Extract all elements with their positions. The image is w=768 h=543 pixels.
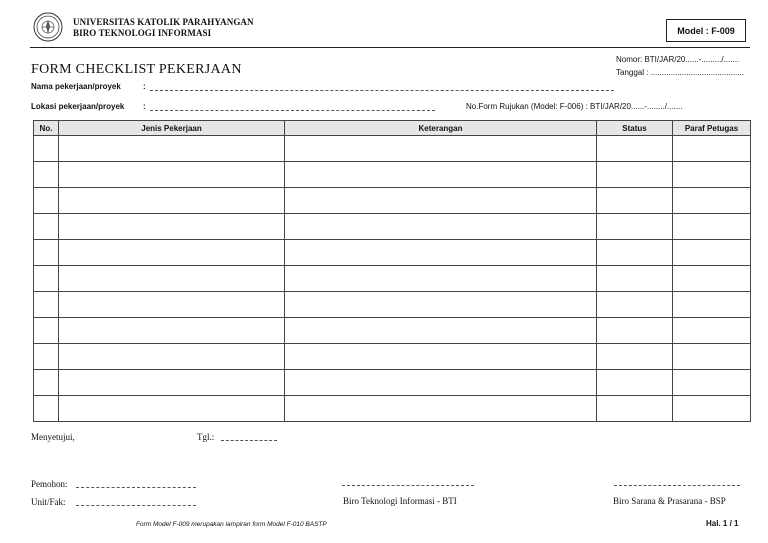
- table-cell[interactable]: [673, 188, 751, 214]
- column-header-jenis-pekerjaan: Jenis Pekerjaan: [59, 121, 285, 136]
- table-cell[interactable]: [285, 292, 597, 318]
- table-cell[interactable]: [597, 240, 673, 266]
- table-cell[interactable]: [34, 344, 59, 370]
- table-row: [34, 344, 751, 370]
- table-cell[interactable]: [34, 240, 59, 266]
- table-cell[interactable]: [597, 292, 673, 318]
- column-header-status: Status: [597, 121, 673, 136]
- table-row: [34, 162, 751, 188]
- table-cell[interactable]: [673, 240, 751, 266]
- column-header-keterangan: Keterangan: [285, 121, 597, 136]
- table-cell[interactable]: [34, 136, 59, 162]
- table-cell[interactable]: [59, 370, 285, 396]
- table-cell[interactable]: [285, 344, 597, 370]
- institution-line-2: BIRO TEKNOLOGI INFORMASI: [73, 28, 212, 38]
- table-body: [34, 136, 751, 422]
- table-cell[interactable]: [34, 162, 59, 188]
- table-cell[interactable]: [59, 240, 285, 266]
- nama-pekerjaan-label: Nama pekerjaan/proyek: [31, 82, 121, 91]
- table-row: [34, 396, 751, 422]
- table-row: [34, 266, 751, 292]
- table-cell[interactable]: [673, 370, 751, 396]
- header-divider: [30, 47, 750, 48]
- table-cell[interactable]: [597, 266, 673, 292]
- lokasi-pekerjaan-label: Lokasi pekerjaan/proyek: [31, 102, 125, 111]
- table-row: [34, 292, 751, 318]
- table-cell[interactable]: [673, 344, 751, 370]
- table-cell[interactable]: [285, 266, 597, 292]
- table-cell[interactable]: [597, 136, 673, 162]
- table-cell[interactable]: [59, 266, 285, 292]
- table-cell[interactable]: [59, 188, 285, 214]
- table-cell[interactable]: [597, 370, 673, 396]
- university-seal-icon: [33, 12, 63, 42]
- table-cell[interactable]: [59, 344, 285, 370]
- checklist-table: [33, 120, 751, 422]
- table-cell[interactable]: [34, 370, 59, 396]
- model-box: Model : F-009: [666, 19, 746, 42]
- form-rujukan-field[interactable]: No.Form Rujukan (Model: F-006) : BTI/JAR/20......-......../.......: [466, 102, 683, 111]
- tanggal-field[interactable]: Tanggal : ..........................................: [616, 68, 745, 77]
- table-header-row: [34, 121, 751, 136]
- table-cell[interactable]: [59, 318, 285, 344]
- form-title: FORM CHECKLIST PEKERJAAN: [31, 62, 242, 77]
- table-row: [34, 370, 751, 396]
- column-header-no: No.: [34, 121, 59, 136]
- table-cell[interactable]: [673, 162, 751, 188]
- bsp-signatory-label: Biro Sarana & Prasarana - BSP: [613, 496, 726, 506]
- table-row: [34, 214, 751, 240]
- table-cell[interactable]: [34, 266, 59, 292]
- table-cell[interactable]: [285, 214, 597, 240]
- nomor-field[interactable]: Nomor: BTI/JAR/20......-........./.......: [616, 55, 740, 64]
- footer-note: Form Model F-009 merupakan lampiran form Model F-010 BASTP: [136, 521, 327, 528]
- bsp-signature-line[interactable]: [614, 485, 740, 486]
- table-cell[interactable]: [673, 396, 751, 422]
- nama-pekerjaan-input[interactable]: [150, 90, 614, 91]
- pemohon-input[interactable]: [76, 487, 196, 488]
- table-cell[interactable]: [673, 292, 751, 318]
- bti-signature-line[interactable]: [342, 485, 474, 486]
- table-cell[interactable]: [597, 188, 673, 214]
- table-cell[interactable]: [34, 318, 59, 344]
- table-cell[interactable]: [285, 188, 597, 214]
- table-cell[interactable]: [597, 318, 673, 344]
- table-row: [34, 136, 751, 162]
- nama-colon: :: [143, 82, 146, 91]
- table-cell[interactable]: [673, 318, 751, 344]
- table-cell[interactable]: [597, 162, 673, 188]
- table-cell[interactable]: [59, 396, 285, 422]
- bti-signatory-label: Biro Teknologi Informasi - BTI: [343, 496, 457, 506]
- table-cell[interactable]: [673, 136, 751, 162]
- column-header-paraf-petugas: Paraf Petugas: [673, 121, 751, 136]
- table-cell[interactable]: [59, 214, 285, 240]
- table-cell[interactable]: [59, 292, 285, 318]
- table-cell[interactable]: [285, 396, 597, 422]
- unit-fak-input[interactable]: [76, 505, 196, 506]
- table-cell[interactable]: [597, 344, 673, 370]
- page-number: Hal. 1 / 1: [706, 519, 739, 528]
- table-cell[interactable]: [285, 240, 597, 266]
- table-row: [34, 188, 751, 214]
- table-cell[interactable]: [34, 214, 59, 240]
- lokasi-pekerjaan-input[interactable]: [150, 110, 435, 111]
- table-row: [34, 240, 751, 266]
- table-row: [34, 318, 751, 344]
- table-cell[interactable]: [34, 396, 59, 422]
- institution-name: [73, 17, 254, 39]
- table-cell[interactable]: [285, 370, 597, 396]
- table-cell[interactable]: [59, 136, 285, 162]
- table-cell[interactable]: [673, 266, 751, 292]
- menyetujui-label: Menyetujui,: [31, 432, 75, 442]
- institution-line-1: UNIVERSITAS KATOLIK PARAHYANGAN: [73, 17, 254, 27]
- tgl-input[interactable]: [221, 440, 277, 441]
- pemohon-label: Pemohon:: [31, 479, 68, 489]
- table-cell[interactable]: [285, 162, 597, 188]
- table-cell[interactable]: [597, 396, 673, 422]
- table-cell[interactable]: [59, 162, 285, 188]
- table-cell[interactable]: [34, 188, 59, 214]
- table-cell[interactable]: [34, 292, 59, 318]
- table-cell[interactable]: [285, 136, 597, 162]
- lokasi-colon: :: [143, 102, 146, 111]
- table-cell[interactable]: [597, 214, 673, 240]
- tgl-label: Tgl.:: [197, 432, 215, 442]
- unit-fak-label: Unit/Fak:: [31, 497, 66, 507]
- table-cell[interactable]: [285, 318, 597, 344]
- table-cell[interactable]: [673, 214, 751, 240]
